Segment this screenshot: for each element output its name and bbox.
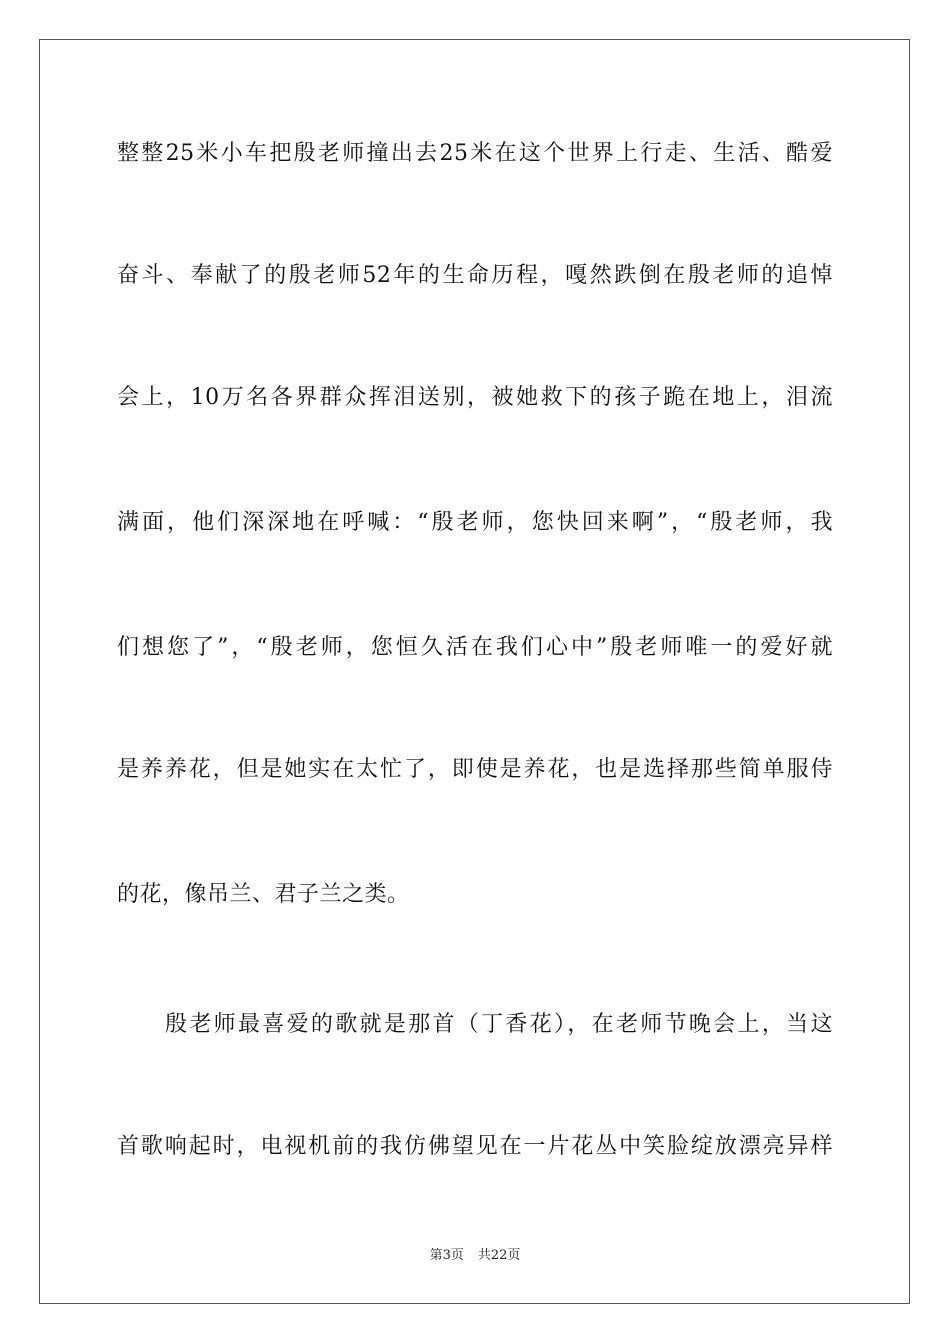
paragraph-line: 首歌响起时，电视机前的我仿佛望见在一片花丛中笑脸绽放漂亮异样	[117, 1134, 833, 1159]
page-border	[39, 39, 910, 1304]
page-footer	[0, 1247, 950, 1265]
page-total: 共22页	[477, 1248, 521, 1263]
paragraph-line: 的花，像吊兰、君子兰之类。	[117, 882, 410, 907]
page-number: 第3页	[429, 1248, 464, 1263]
paragraph-line: 满面，他们深深地在呼喊：“殷老师，您快回来啊”，“殷老师，我	[117, 510, 833, 535]
paragraph-line: 们想您了”，“殷老师，您恒久活在我们心中”殷老师唯一的爱好就	[117, 635, 833, 660]
paragraph-line: 是养养花，但是她实在太忙了，即使是养花，也是选择那些简单服侍	[117, 757, 833, 782]
paragraph-line: 整整25米小车把殷老师撞出去25米在这个世界上行走、生活、酷爱	[117, 141, 833, 166]
paragraph-line: 奋斗、奉献了的殷老师52年的生命历程，嘎然跌倒在殷老师的追悼	[117, 263, 833, 288]
paragraph-line: 会上，10万名各界群众挥泪送别，被她救下的孩子跪在地上，泪流	[117, 385, 833, 410]
paragraph-line: 殷老师最喜爱的歌就是那首（丁香花），在老师节晚会上，当这	[165, 1012, 833, 1037]
